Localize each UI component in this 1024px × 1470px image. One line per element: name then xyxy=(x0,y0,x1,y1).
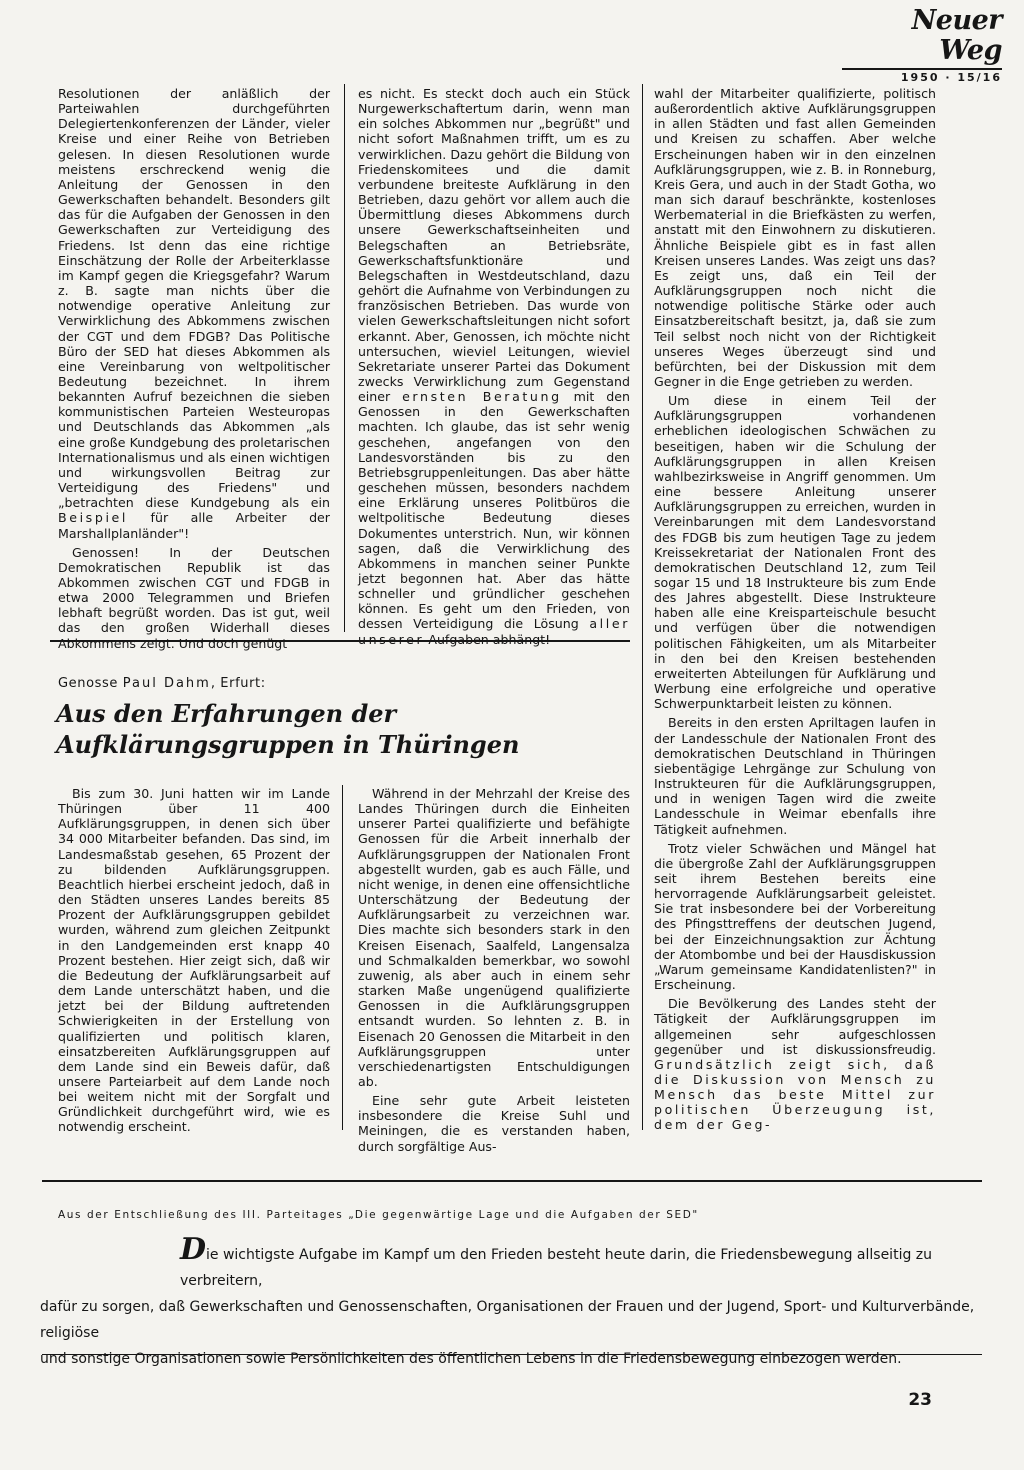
section-divider xyxy=(50,640,630,642)
drop-cap: D xyxy=(180,1232,207,1267)
paragraph: Genossen! In der Deutschen Demokratischen Republik ist das Abkommen zwischen CGT und FDGB in etwa 2000 Telegrammen und Briefen lebhaft begrüßt worden. Das ist gut, weil das den großen Widerhall dieses Abkommens zeigt. Und doch genügt xyxy=(58,544,330,651)
quote-line: und sonstige Organisationen sowie Persönlichkeiten des öffentlichen Lebens in die Friedensbewegung einbezogen werden. xyxy=(40,1351,902,1367)
emphasis: aller unserer xyxy=(358,616,630,647)
page-number: 23 xyxy=(908,1390,932,1410)
column-divider xyxy=(342,785,343,1130)
top-column-1 xyxy=(58,86,330,651)
quote-line: dafür zu sorgen, daß Gewerkschaften und Genossenschaften, Organisationen der Frauen und der Jugend, Sport- und Kulturverbände, religiöse xyxy=(40,1299,975,1341)
paragraph: es nicht. Es steckt doch auch ein Stück Nurgewerkschaftertum darin, wenn man ein solches Abkommen nur „begrüßt" und nicht sofort Maßnahmen trifft, um es zu verwirklichen. Dazu gehört die Bildung von Friedenskomitees und die damit verbundene breiteste Aufklärung in den Betrieben, dazu gehört vor allem auch die Übermittlung dieses Abkommens durch unsere Gewerkschaftseinheiten und Belegschaften an Betriebsräte, Gewerkschaftsfunktionäre und Belegschaften in Westdeutschland, dazu gehört die Aufnahme von Verbindungen zu französischen Betrieben. Das wurde von vielen Gewerkschaftsleitungen nicht sofort erkannt. Aber, Genossen, ich möchte nicht untersuchen, wieviel Leitungen, wieviel Sekretariate unserer Partei das Dokument zwecks Verwirklichung zum Gegenstand einer ernsten Beratung mit den Genossen in den Gewerkschaften machten. Ich glaube, das ist sehr wenig geschehen, angefangen von den Landesvorständen bis zu den Betriebsgruppenleitungen. Das aber hätte geschehen müssen, besonders nachdem eine Erklärung unseres Politbüros die weltpolitische Bedeutung dieses Dokumentes unterstrich. Nun, wir können sagen, daß die Verwirklichung des Abkommens in manchen seiner Punkte jetzt begonnen hat. Aber das hätte schneller und gründlicher geschehen können. Es geht um den Frieden, von dessen Verteidigung die Lösung aller unserer Aufgaben abhängt! xyxy=(358,86,630,647)
author-name: Paul Dahm xyxy=(122,676,211,691)
column-divider xyxy=(642,84,643,1130)
paragraph: Bereits in den ersten Apriltagen laufen in der Landesschule der Nationalen Front des demokratischen Deutschland in Thüringen siebentägige Lehrgänge zur Schulung von Instrukteuren für die Aufklärungsgruppen, und in wenigen Tagen wird die zweite Landesschule in Weimar ebenfalls ihre Tätigkeit aufnehmen. xyxy=(654,715,936,837)
section-divider xyxy=(42,1354,982,1355)
emphasis: ernsten Beratung xyxy=(402,389,562,405)
article-column-2 xyxy=(358,786,630,1154)
right-column xyxy=(654,86,936,1133)
paragraph: Resolutionen der anläßlich der Parteiwahlen durchgeführten Delegiertenkonferenzen der Länder, vieler Kreise und einer Reihe von Betrieben gelesen. In diesen Resolutionen wurde meistens erschreckend wenig die Anleitung der Genossen in den Gewerkschaften behandelt. Besonders gilt das für die Aufgaben der Genossen in den Gewerkschaften zur Verteidigung des Friedens. Ist denn das eine richtige Einschätzung der Rolle der Arbeiterklasse im Kampf gegen die Kriegsgefahr? Warum z. B. sagte man nichts über die notwendige operative Anleitung zur Verwirklichung des Abkommens zwischen der CGT und dem FDGB? Das Politische Büro der SED hat dieses Abkommen als eine Vereinbarung von weltpolitischer Bedeutung bezeichnet. In ihrem bekannten Aufruf bezeichnen die sieben kommunistischen Parteien Westeuropas und Deutschlands das Abkommen „als eine große Kundgebung des proletarischen Internationalismus und als einen wichtigen und wirkungsvollen Beitrag zur Verteidigung des Friedens" und „betrachten diese Kundgebung als ein Beispiel für alle Arbeiter der Marshallplanländer"! xyxy=(58,86,330,541)
article-headline: Aus den Erfahrungen der Aufklärungsgruppen in Thüringen xyxy=(56,699,520,759)
emphasis: Grundsätzlich zeigt sich, daß die Diskussion von Mensch zu Mensch das beste Mittel zur politischen Überzeugung ist, dem der Geg- xyxy=(654,1056,936,1133)
byline: Genosse Paul Dahm, Erfurt: xyxy=(58,676,266,691)
quote-line: Die wichtigste Aufgabe im Kampf um den Frieden besteht heute darin, die Friedensbewegung allseitig zu verbreitern, xyxy=(180,1232,933,1289)
masthead-rule xyxy=(842,68,1002,70)
paragraph: Die Bevölkerung des Landes steht der Tätigkeit der Aufklärungsgruppen im allgemeinen sehr aufgeschlossen gegenüber und ist diskussionsfreudig. Grundsätzlich zeigt sich, daß die Diskussion von Mensch zu Mensch das beste Mittel zur politischen Überzeugung ist, dem der Geg- xyxy=(654,996,936,1133)
paragraph: Bis zum 30. Juni hatten wir im Lande Thüringen über 11 400 Aufklärungsgruppen, in denen sich über 34 000 Mitarbeiter befanden. Das sind, im Landesmaßstab gesehen, 65 Prozent der zu bildenden Aufklärungsgruppen. Beachtlich hierbei erscheint jedoch, daß in den Städten unseres Landes bereits 85 Prozent der Aufklärungsgruppen gebildet wurden, während zum gleichen Zeitpunkt in den Landgemeinden erst knapp 40 Prozent bestehen. Hier zeigt sich, daß wir die Bedeutung der Aufklärungsarbeit auf dem Lande unterschätzt haben, und die jetzt bei der Bildung auftretenden Schwierigkeiten in der Erstellung von qualifizierten und politisch klaren, einsatzbereiten Aufklärungsgruppen auf dem Lande sind ein Beweis dafür, daß unsere Parteiarbeit auf dem Lande noch bei weitem nicht mit der Sorgfalt und Gründlichkeit durchgeführt wird, wie es notwendig erscheint. xyxy=(58,786,330,1135)
masthead-title: Neuer Weg xyxy=(911,5,1002,66)
paragraph: Eine sehr gute Arbeit leisteten insbesondere die Kreise Suhl und Meiningen, die es verstanden haben, durch sorgfältige Aus- xyxy=(358,1093,630,1154)
column-divider xyxy=(344,84,345,632)
paragraph: wahl der Mitarbeiter qualifizierte, politisch außerordentlich aktive Aufklärungsgruppen in allen Städten und fast allen Gemeinden und Kreisen zu schaffen. Aber welche Erscheinungen haben wir in den einzelnen Aufklärungsgruppen, wie z. B. in Ronneburg, Kreis Gera, und auch in der Stadt Gotha, wo man sich darauf beschränkte, kostenloses Werbematerial in die Briefkästen zu werfen, anstatt mit den Einwohnern zu diskutieren. Ähnliche Beispiele gibt es in fast allen Kreisen unseres Landes. Was zeigt uns das? Es zeigt uns, daß ein Teil der Aufklärungsgruppen noch nicht die notwendige politische Stärke oder auch Einsatzbereitschaft besitzt, ja, daß sie zum Teil selbst noch nicht von der Richtigkeit unseres Weges überzeugt sind und befürchten, bei der Diskussion mit dem Gegner in die Enge getrieben zu werden. xyxy=(654,86,936,389)
paragraph: Um diese in einem Teil der Aufklärungsgruppen vorhandenen erheblichen ideologischen Schwächen zu beseitigen, haben wir die Schulung der Aufklärungsgruppen in allen Kreisen wahlbezirksweise in Angriff genommen. Um eine bessere Anleitung unserer Aufklärungsgruppen zu erreichen, wurden in Vereinbarungen mit dem Landesvorstand des FDGB bis zum heutigen Tage zu jedem Kreissekretariat der Nationalen Front des demokratischen Deutschland 12, zum Teil sogar 15 und 18 Instrukteure bis zum Ende des Jahres abgestellt. Diese Instrukteure haben alle eine Kreisparteischule besucht und verfügen über die notwendigen politischen Fähigkeiten, um als Mitarbeiter in den bei den Kreisen bestehenden erweiterten Abteilungen für Aufklärung und Werbung eine erfolgreiche und operative Schwerpunktarbeit leisten zu können. xyxy=(654,393,936,712)
resolution-caption: Aus der Entschließung des III. Parteitages „Die gegenwärtige Lage und die Aufgaben der SED" xyxy=(58,1209,699,1221)
paragraph: Während in der Mehrzahl der Kreise des Landes Thüringen durch die Einheiten unserer Partei qualifizierte und befähigte Genossen für die Arbeit innerhalb der Aufklärungsgruppen der Nationalen Front abgestellt wurden, gab es auch Fälle, und nicht wenige, in denen eine offensichtliche Unterschätzung der Bedeutung der Aufklärungsarbeit zu verzeichnen war. Dies machte sich besonders stark in den Kreisen Eisenach, Saalfeld, Langensalza und Schmalkalden bemerkbar, wo sowohl zuwenig, als aber auch in einem sehr starken Maße ungenügend qualifizierte Genossen in die Aufklärungsgruppen entsandt wurden. So lehnten z. B. in Eisenach 20 Genossen die Mitarbeit in den Aufklärungsgruppen unter verschiedenartigsten Entschuldigungen ab. xyxy=(358,786,630,1089)
section-divider xyxy=(42,1180,982,1182)
emphasis: Beispiel xyxy=(58,510,128,526)
top-column-2 xyxy=(358,86,630,647)
resolution-quote xyxy=(40,1232,980,1372)
issue-number: 1950 · 15/16 xyxy=(900,71,1002,84)
masthead xyxy=(842,6,1002,84)
article-column-1 xyxy=(58,786,330,1135)
paragraph: Trotz vieler Schwächen und Mängel hat die übergroße Zahl der Aufklärungsgruppen seit ihrem Bestehen bereits eine hervorragende Aufklärungsarbeit geleistet. Sie trat insbesondere bei der Vorbereitung des Pfingsttreffens der deutschen Jugend, bei der Einzeichnungsaktion zur Ächtung der Atombombe und bei der Hausdiskussion „Warum gemeinsame Kandidatenlisten?" in Erscheinung. xyxy=(654,840,936,993)
